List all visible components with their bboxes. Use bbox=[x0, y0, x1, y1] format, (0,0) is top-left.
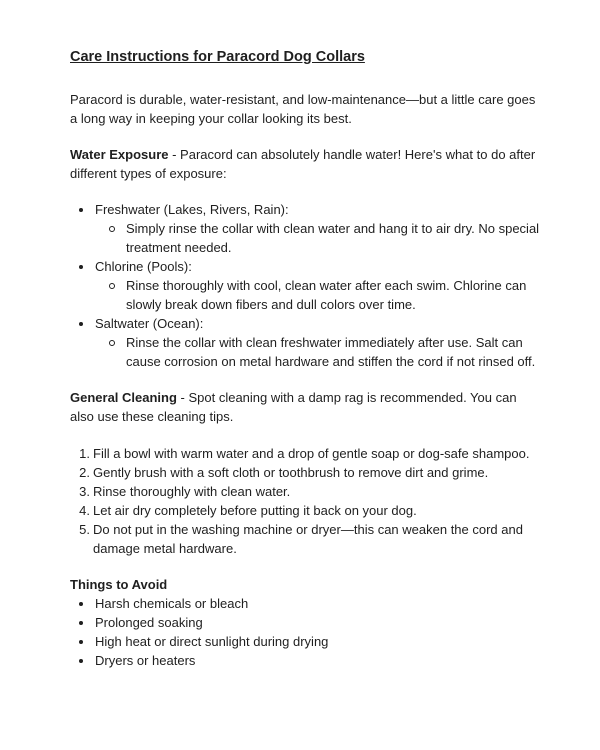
exposure-item-detail: Simply rinse the collar with clean water and hang it to air dry. No special treatment needed. bbox=[103, 219, 540, 257]
exposure-item-chlorine bbox=[70, 257, 540, 314]
water-exposure-label: Water Exposure bbox=[70, 147, 169, 162]
avoid-item: High heat or direct sunlight during drying bbox=[70, 632, 540, 651]
cleaning-step: Gently brush with a soft cloth or toothbrush to remove dirt and grime. bbox=[93, 465, 489, 480]
general-cleaning-text: - Spot cleaning with a damp rag is recommended. You can also use these cleaning tips. bbox=[70, 390, 517, 424]
things-to-avoid-heading: Things to Avoid bbox=[70, 577, 168, 592]
exposure-item-saltwater bbox=[70, 314, 540, 371]
document-title: Care Instructions for Paracord Dog Collars bbox=[70, 49, 365, 65]
cleaning-step: Fill a bowl with warm water and a drop of gentle soap or dog-safe shampoo. bbox=[93, 446, 530, 461]
things-to-avoid-list bbox=[70, 594, 540, 670]
cleaning-steps-list bbox=[70, 444, 532, 558]
cleaning-step: Rinse thoroughly with clean water. bbox=[93, 484, 291, 499]
exposure-item-label: Freshwater (Lakes, Rivers, Rain): bbox=[95, 202, 289, 217]
exposure-item-label: Saltwater (Ocean): bbox=[95, 316, 204, 331]
exposure-item-freshwater bbox=[70, 200, 540, 257]
cleaning-step: Do not put in the washing machine or dryer—this can weaken the cord and damage metal hardware. bbox=[93, 522, 523, 556]
general-cleaning-label: General Cleaning bbox=[70, 390, 177, 405]
general-cleaning-paragraph bbox=[70, 388, 540, 426]
exposure-item-detail: Rinse the collar with clean freshwater immediately after use. Salt can cause corrosion on metal hardware and stiffen the cord if not rinsed off. bbox=[103, 333, 540, 371]
avoid-item: Harsh chemicals or bleach bbox=[70, 594, 540, 613]
water-exposure-list bbox=[70, 200, 540, 371]
water-exposure-text: - Paracord can absolutely handle water! Here's what to do after different types of exposure: bbox=[70, 147, 536, 181]
avoid-item: Dryers or heaters bbox=[70, 651, 540, 670]
intro-paragraph: Paracord is durable, water-resistant, and low-maintenance—but a little care goes a long way in keeping your collar looking its best. bbox=[70, 92, 536, 126]
exposure-item-label: Chlorine (Pools): bbox=[95, 259, 192, 274]
cleaning-step: Let air dry completely before putting it back on your dog. bbox=[93, 503, 417, 518]
exposure-item-detail: Rinse thoroughly with cool, clean water after each swim. Chlorine can slowly break down fibers and dull colors over time. bbox=[103, 276, 540, 314]
water-exposure-paragraph bbox=[70, 145, 540, 183]
avoid-item: Prolonged soaking bbox=[70, 613, 540, 632]
